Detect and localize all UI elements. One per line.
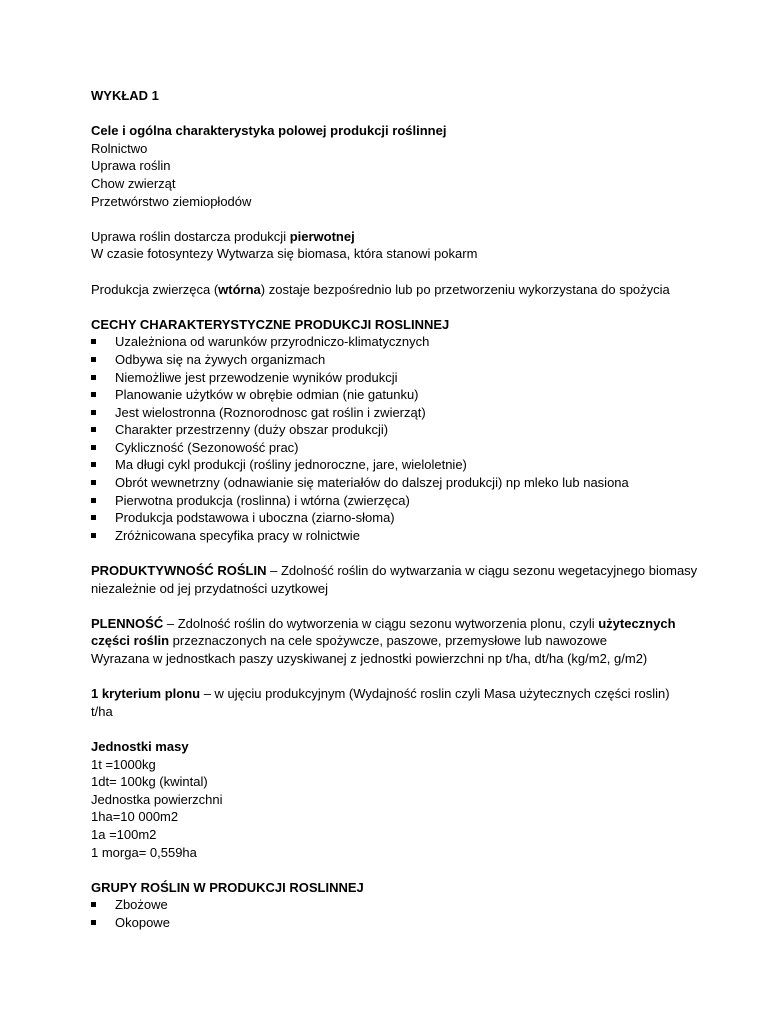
list-item <box>91 439 691 457</box>
criterion-line <box>91 685 691 703</box>
bullet-icon <box>91 445 96 450</box>
criterion-unit: t/ha <box>91 703 113 719</box>
list-item <box>91 351 691 369</box>
list-item-text: Charakter przestrzenny (duży obszar produkcji) <box>115 422 389 438</box>
list-item-text: Produkcja podstawowa i uboczna (ziarno-słoma) <box>115 510 395 526</box>
document-body <box>91 87 698 932</box>
bullet-icon <box>91 515 96 520</box>
list-item <box>91 896 691 914</box>
section-title-plant-groups: GRUPY ROŚLIN W PRODUKCJI ROSLINNEJ <box>91 879 364 895</box>
unit-line: 1ha=10 000m2 <box>91 809 179 825</box>
paragraph-primary-production <box>91 228 691 246</box>
emphasis-text: pierwotnej <box>289 228 355 244</box>
list-item <box>91 456 691 474</box>
list-item <box>91 421 691 439</box>
definition-text: – Zdolność roślin do wytworzenia w ciągu sezonu wytworzenia plonu, czyli <box>163 615 599 631</box>
definition-yield-cont <box>91 632 691 650</box>
bullet-icon <box>91 533 96 538</box>
definition-text: – w ujęciu produkcyjnym (Wydajność roslin czyli Masa użytecznych części roslin) <box>200 686 670 702</box>
bullet-icon <box>91 480 96 485</box>
term-text: 1 kryterium plonu <box>91 686 201 702</box>
list-item <box>91 404 691 422</box>
definition-yield-units: Wyrazana w jednostkach paszy uzyskiwanej z jednostki powierzchni np t/ha, dt/ha (kg/m2, g/m2) <box>91 651 648 666</box>
unit-line: 1 morga= 0,559ha <box>91 844 197 860</box>
unit-line: 1a =100m2 <box>91 826 157 842</box>
list-item-text: Niemożliwe jest przewodzenie wyników produkcji <box>115 369 398 385</box>
list-item-text: Uzależniona od warunków przyrodniczo-klimatycznych <box>115 334 430 350</box>
list-item <box>91 509 691 527</box>
bullet-icon <box>91 462 96 467</box>
bullet-icon <box>91 392 96 397</box>
paragraph-text: ) zostaje bezpośrednio lub po przetworzeniu wykorzystana do spożycia <box>260 281 670 297</box>
list-item <box>91 474 691 492</box>
text-line: Uprawa roślin <box>91 158 171 174</box>
bullet-icon <box>91 357 96 362</box>
lecture-heading: WYKŁAD 1 <box>91 88 159 103</box>
section-title-units: Jednostki masy <box>91 738 189 754</box>
list-item-text: Okopowe <box>115 914 170 930</box>
paragraph-text: Produkcja zwierzęca ( <box>91 281 219 297</box>
bullet-icon <box>91 375 96 380</box>
plant-groups-list <box>91 896 691 931</box>
unit-line: Jednostka powierzchni <box>91 791 223 807</box>
term-text: PLENNOŚĆ <box>91 615 164 631</box>
list-item <box>91 333 691 351</box>
emphasis-text: użytecznych <box>598 615 676 631</box>
list-item-text: Jest wielostronna (Roznorodnosc gat roślin i zwierząt) <box>115 404 426 420</box>
paragraph-animal-production <box>91 281 691 299</box>
emphasis-text: wtórna <box>218 281 261 297</box>
list-item-text: Cykliczność (Sezonowość prac) <box>115 439 299 455</box>
list-item <box>91 386 691 404</box>
paragraph-text: Uprawa roślin dostarcza produkcji <box>91 228 290 244</box>
definition-text: przeznaczonych na cele spożywcze, paszowe, przemysłowe lub nawozowe <box>169 633 607 649</box>
text-line: Chow zwierząt <box>91 175 176 191</box>
paragraph-photosynthesis: W czasie fotosyntezy Wytwarza się biomasa, która stanowi pokarm <box>91 246 478 262</box>
bullet-icon <box>91 410 96 415</box>
list-item <box>91 492 691 510</box>
definition-productivity <box>91 562 698 580</box>
section-title-goals: Cele i ogólna charakterystyka polowej produkcji roślinnej <box>91 123 447 139</box>
unit-line: 1dt= 100kg (kwintal) <box>91 774 208 790</box>
definition-productivity-cont: niezależnie od jej przydatności uzytkowej <box>91 580 329 596</box>
emphasis-text: części roślin <box>91 633 170 649</box>
unit-line: 1t =1000kg <box>91 756 156 772</box>
list-item <box>91 914 691 932</box>
list-item <box>91 527 691 545</box>
bullet-icon <box>91 339 96 344</box>
list-item-text: Planowanie użytków w obrębie odmian (nie gatunku) <box>115 387 419 403</box>
section-title-characteristics: CECHY CHARAKTERYSTYCZNE PRODUKCJI ROSLINNEJ <box>91 316 450 332</box>
list-item-text: Zbożowe <box>115 897 168 913</box>
list-item-text: Pierwotna produkcja (roslinna) i wtórna (zwierzęca) <box>115 492 410 508</box>
characteristics-list <box>91 333 691 544</box>
bullet-icon <box>91 498 96 503</box>
list-item <box>91 369 691 387</box>
bullet-icon <box>91 427 96 432</box>
text-line: Przetwórstwo ziemiopłodów <box>91 193 252 209</box>
definition-text: – Zdolność roślin do wytwarzania w ciągu sezonu wegetacyjnego biomasy <box>266 563 698 579</box>
bullet-icon <box>91 902 96 907</box>
text-line: Rolnictwo <box>91 140 148 156</box>
list-item-text: Obrót wewnetrzny (odnawianie się materiałów do dalszej produkcji) np mleko lub nasiona <box>115 475 629 491</box>
list-item-text: Odbywa się na żywych organizmach <box>115 351 326 367</box>
definition-yield <box>91 615 691 633</box>
bullet-icon <box>91 920 96 925</box>
list-item-text: Ma długi cykl produkcji (rośliny jednoroczne, jare, wieloletnie) <box>115 457 467 473</box>
term-text: PRODUKTYWNOŚĆ ROŚLIN <box>91 563 267 579</box>
list-item-text: Zróżnicowana specyfika pracy w rolnictwie <box>115 527 360 543</box>
